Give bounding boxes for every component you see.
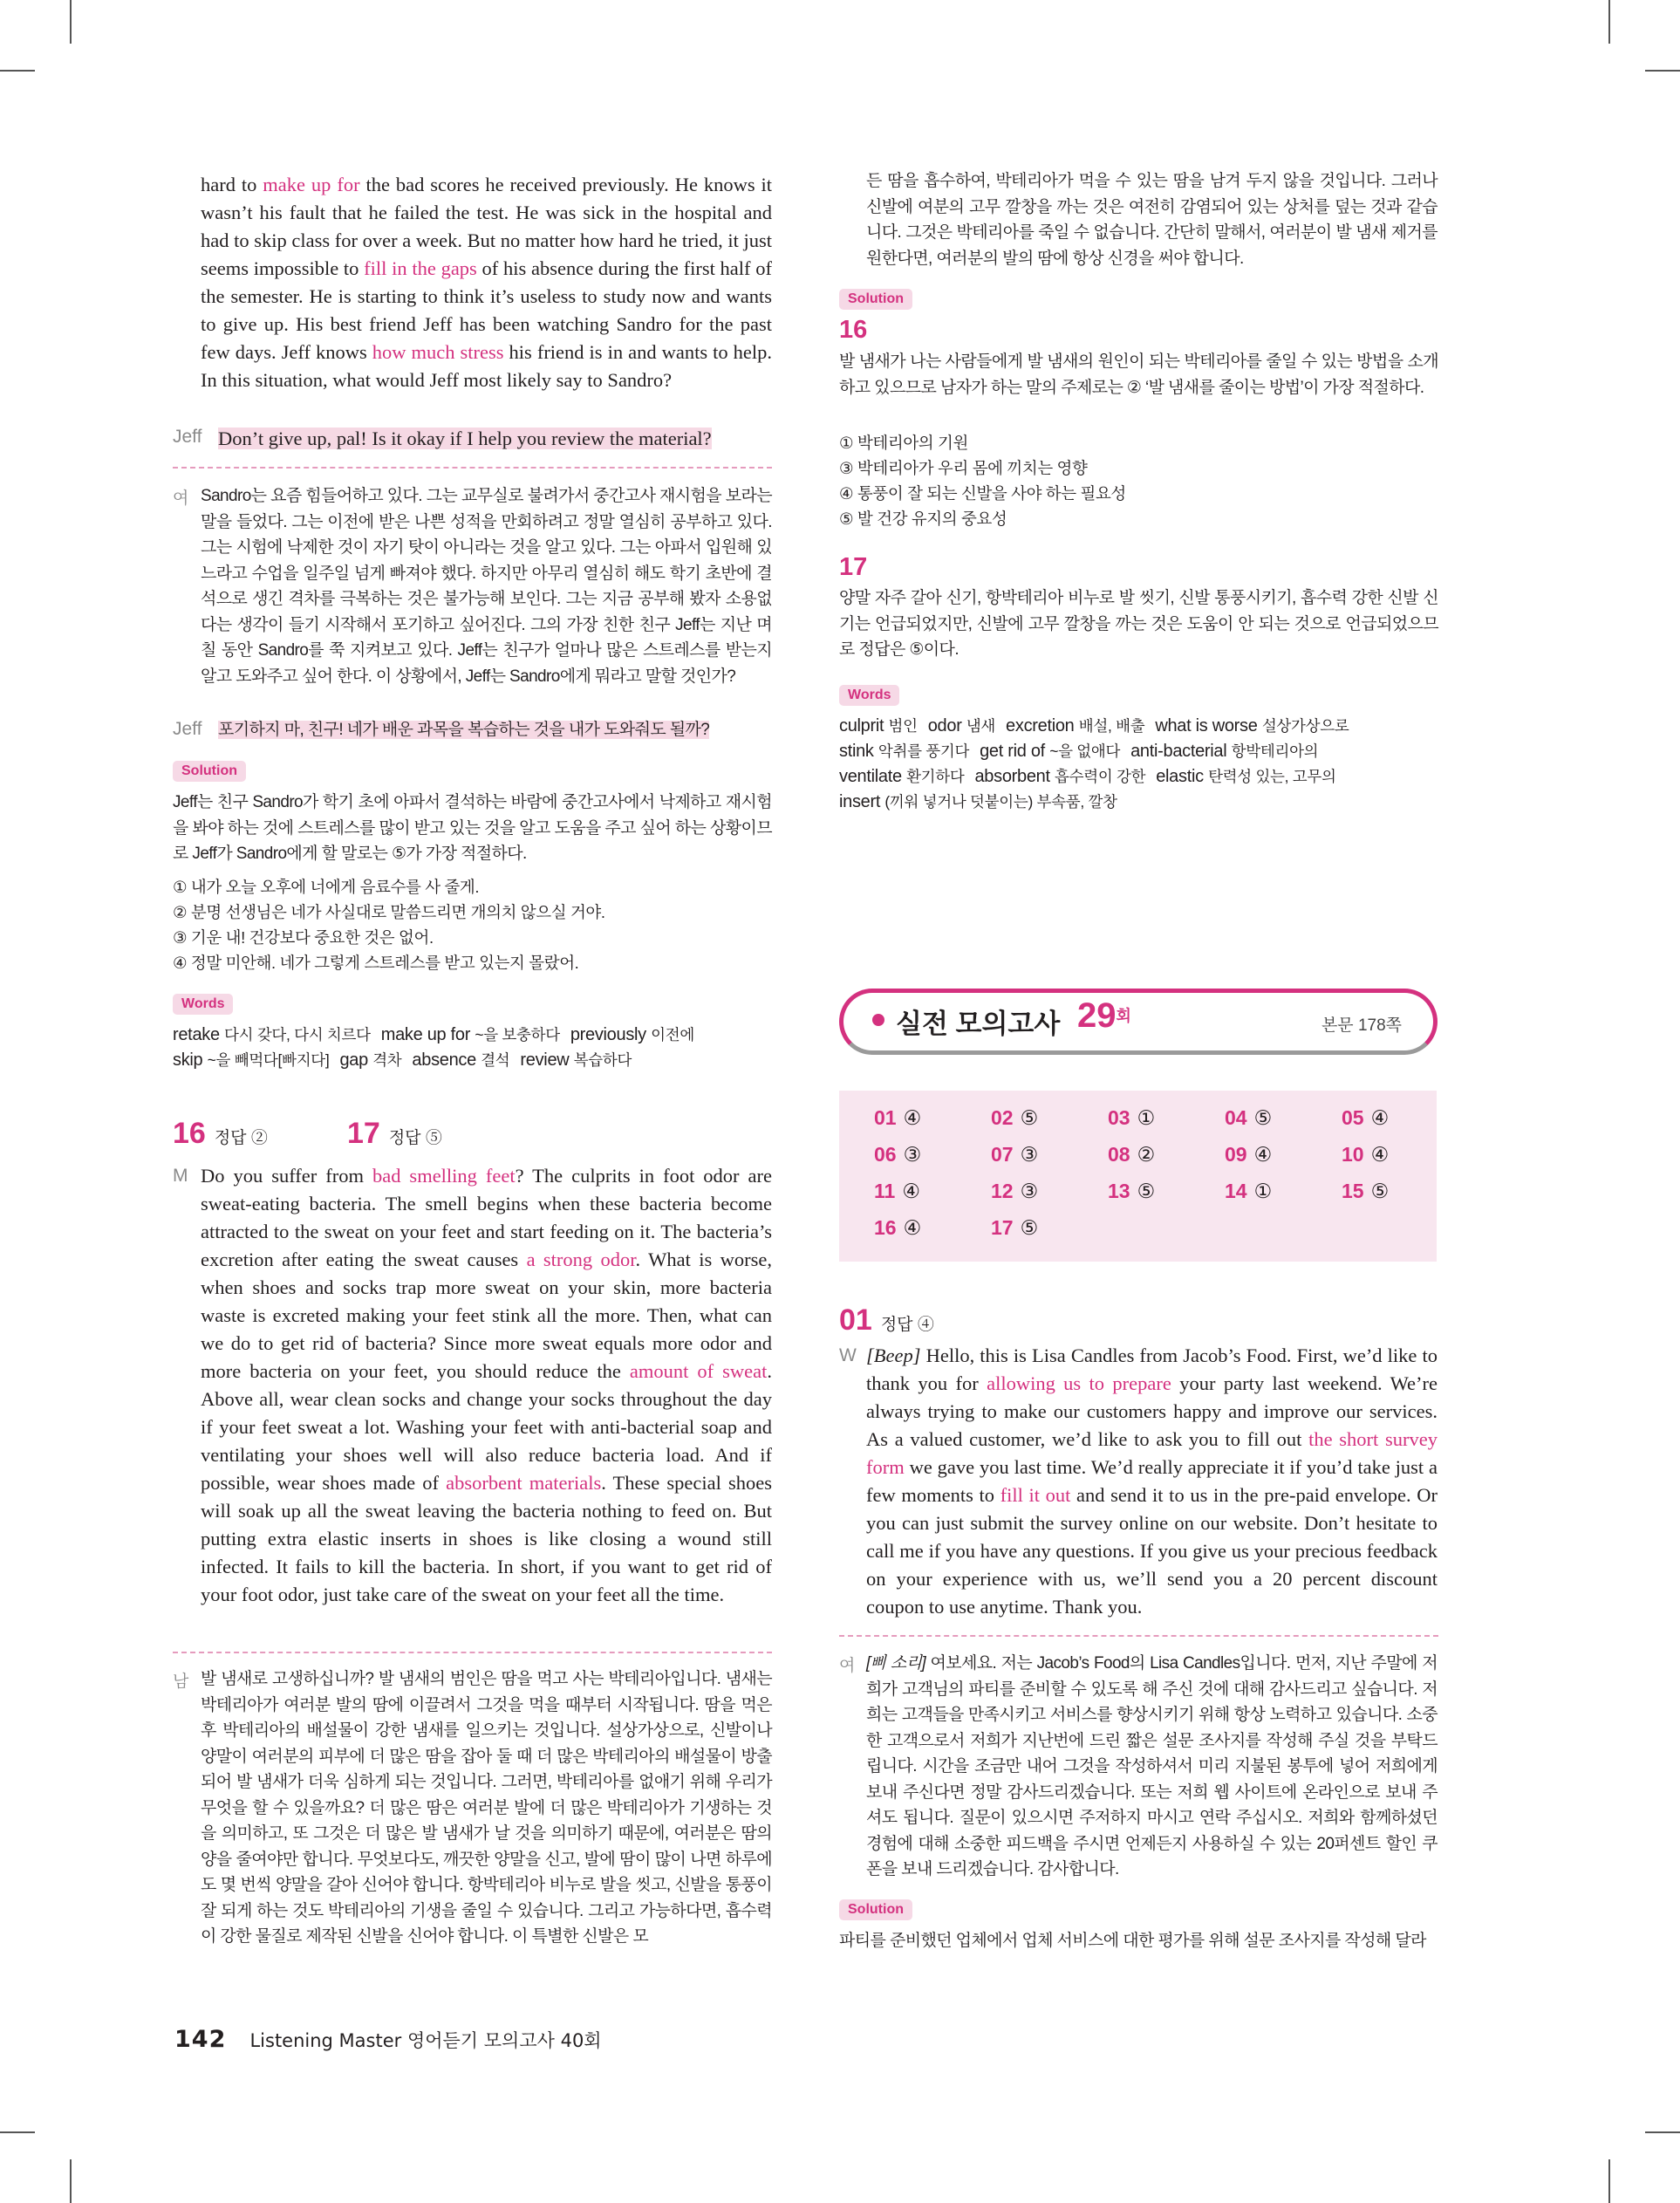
answer-choice: ③ xyxy=(903,1143,922,1166)
question-number: 12 xyxy=(991,1180,1014,1202)
crop-mark xyxy=(70,0,72,44)
option-item: ③ 박테리아가 우리 몸에 끼치는 영향 xyxy=(839,459,1088,477)
answer-choice: ④ xyxy=(903,1216,922,1239)
vocabulary-entry xyxy=(1130,742,1318,761)
vocabulary-line xyxy=(173,1048,783,1073)
vocabulary-meaning: ~을 보충하다 xyxy=(475,1026,560,1043)
sound-cue: [삐 소리] xyxy=(866,1654,926,1673)
vocabulary-line xyxy=(839,764,1450,790)
answer-key-grid xyxy=(839,1091,1437,1262)
question-number: 14 xyxy=(1225,1180,1247,1202)
vocabulary-meaning: 탄력성 있는, 고무의 xyxy=(1208,768,1336,785)
vocabulary-word: retake xyxy=(173,1025,225,1044)
answer-key-item xyxy=(1108,1106,1155,1130)
speaker-label: W xyxy=(839,1345,857,1365)
text-segment: your party last weekend. We’re always trying to make our customers happy and improve our services. As a valued customer, we’d like to ask you to fill out xyxy=(866,1372,1438,1450)
answer-choice: ④ xyxy=(1370,1143,1390,1166)
vocabulary-entry xyxy=(1155,716,1349,735)
vocabulary-entry xyxy=(974,767,1145,786)
sound-cue: [Beep] xyxy=(866,1344,921,1366)
text-segment: the bad scores he received previously. He knows it wasn’t his fault that he failed the test. He was sick in the hospital and had to skip class for over a week. But no matter how hard he tried, it just seems impossible to xyxy=(201,174,772,279)
answer-choice: ③ xyxy=(1020,1143,1039,1166)
answer-key-item xyxy=(991,1216,1038,1240)
divider xyxy=(173,1652,772,1653)
bullet-dot-icon xyxy=(872,1014,884,1026)
vocabulary-line xyxy=(839,714,1450,739)
option-item: ③ 기운 내! 건강보다 중요한 것은 없어. xyxy=(173,928,434,947)
vocabulary-word: ventilate xyxy=(839,767,907,786)
vocabulary-word: skip xyxy=(173,1050,208,1070)
question-number: 02 xyxy=(991,1106,1014,1129)
book-title: Listening Master 영어듣기 모의고사 40회 xyxy=(249,2030,602,2051)
words-badge: Words xyxy=(173,994,233,1015)
vocabulary-entry xyxy=(1006,716,1144,735)
answer-key-item xyxy=(1342,1106,1389,1130)
question-number: 07 xyxy=(991,1143,1014,1166)
key-phrase: allowing us to prepare xyxy=(987,1372,1171,1394)
answer-key-item xyxy=(1225,1106,1272,1130)
intro-korean-translation: Sandro는 요즘 힘들어하고 있다. 그는 교무실로 불려가서 중간고사 재시험을 보라는 말을 들었다. 그는 이전에 받은 나쁜 성적을 만회하려고 정말 열심히 공부하고 있다. 그는 시험에 낙제한 것이 자기 탓이 아니라는 것을 알고 있다. 그는 아파서 입원해 있느라고 수업을 일주일 넘게 빠져야 했다. 하지만 아무리 열심히 해도 학기 초반에 결석으로 생긴 격차를 극복하는 것은 불가능해 보인다. 그는 지금 공부해 봤자 소용없다는 생각이 들기 시작해서 포기하고 싶어진다. 그의 가장 친한 친구 Jeff는 지난 며칠 동안 Sandro를 쭉 지켜보고 있다. Jeff는 친구가 얼마나 많은 스트레스를 받는지 알고 도와주고 싶어 한다. 이 상황에서, Jeff는 Sandro에게 뭐라고 말할 것인가? xyxy=(201,487,772,686)
crop-mark xyxy=(0,2131,35,2133)
test-header-box xyxy=(839,989,1438,1055)
text-segment: hard to xyxy=(201,174,263,195)
vocabulary-word: absence xyxy=(412,1050,481,1070)
answer-key-item xyxy=(991,1106,1038,1130)
answer-highlight: Don’t give up, pal! Is it okay if I help you review the material? xyxy=(218,428,712,449)
solution-badge: Solution xyxy=(839,1899,912,1920)
test-title: 실전 모의고사 xyxy=(896,1009,1061,1039)
vocabulary-meaning: 격차 xyxy=(372,1051,402,1069)
answer-label: 정답 ② xyxy=(214,1129,268,1147)
vocabulary-word: odor xyxy=(927,716,966,735)
vocabulary-meaning: 냄새 xyxy=(966,717,996,735)
option-item: ② 분명 선생님은 네가 사실대로 말씀드리면 개의치 않으실 거야. xyxy=(173,903,605,921)
key-phrase: a strong odor xyxy=(526,1249,636,1270)
key-phrase: fill it out xyxy=(1000,1484,1071,1506)
vocabulary-meaning: 복습하다 xyxy=(573,1051,632,1069)
text-segment: . What is worse, when shoes and socks trap more sweat on your skin, more bacteria waste is excreted making your feet stink all the more. Then, what can we do to get rid of bacteria? Since more sweat equals more odor and more bacteria on your feet, you should reduce the xyxy=(201,1249,772,1382)
key-phrase: bad smelling feet xyxy=(372,1165,516,1187)
vocabulary-meaning: 악취를 풍기다 xyxy=(878,742,970,760)
crop-mark xyxy=(1608,0,1610,44)
vocabulary-word: culprit xyxy=(839,716,889,735)
answer-key-item xyxy=(874,1106,921,1130)
option-list xyxy=(839,430,1126,531)
vocabulary-meaning: 배설, 배출 xyxy=(1078,717,1145,735)
answer-key-item xyxy=(1342,1180,1389,1203)
solution-badge: Solution xyxy=(173,761,246,782)
question-number: 17 xyxy=(347,1117,380,1150)
answer-key-item xyxy=(1342,1143,1389,1166)
question-number: 13 xyxy=(1108,1180,1130,1202)
option-item: ④ 정말 미안해. 네가 그렇게 스트레스를 받고 있는지 몰랐어. xyxy=(173,954,579,972)
vocabulary-entry xyxy=(839,792,1117,811)
question-number: 11 xyxy=(874,1180,896,1202)
question-header xyxy=(839,1303,934,1338)
answer-choice: ④ xyxy=(903,1106,922,1129)
jeff-answer-english xyxy=(218,425,776,453)
vocabulary-meaning: (끼워 넣거나 덧붙이는) 부속품, 깔창 xyxy=(884,793,1117,811)
text-segment: . These special shoes will soak up all the sweat leaving the bacteria nothing to feed on. But putting extra elastic inserts in shoes is like closing a wound still infected. It fails to kill the bacteria. In short, if you want to get rid of your foot odor, just take care of the sweat on your feet all the time. xyxy=(201,1472,772,1605)
answer-highlight: 포기하지 마, 친구! 네가 배운 과목을 복습하는 것을 내가 도와줘도 될까? xyxy=(218,721,710,739)
text-segment: we gave you last time. We’d really appreciate it if you’d take just a few moments to xyxy=(866,1456,1438,1506)
vocabulary-word: previously xyxy=(570,1025,652,1044)
vocabulary-meaning: 설상가상으로 xyxy=(1261,717,1349,735)
solution-question-number: 16 xyxy=(839,316,868,344)
option-item: ⑤ 발 건강 유지의 중요성 xyxy=(839,510,1007,528)
vocabulary-entry xyxy=(381,1025,560,1044)
solution-question-number: 17 xyxy=(839,553,868,581)
answer-choice: ② xyxy=(1137,1143,1156,1166)
answer-key-item xyxy=(991,1180,1038,1203)
vocabulary-meaning: 결석 xyxy=(481,1051,510,1069)
text-segment: of his absence during the first half of the semester. He is starting to think it’s useless to study now and wants to give up. His best friend Jeff has been watching Sandro for the past few days. Jeff knows xyxy=(201,257,773,363)
solution-text: Jeff는 친구 Sandro가 학기 초에 아파서 결석하는 바람에 중간고사에서 낙제하고 재시험을 봐야 하는 것에 스트레스를 많이 받고 있는 것을 알고 도움을 주고 싶어 하는 상황이므로 Jeff가 Sandro에게 할 말로는 ⑤가 가장 적절하다. xyxy=(173,793,772,863)
answer-choice: ⑤ xyxy=(1020,1216,1039,1239)
speaker-label: Jeff xyxy=(173,427,202,447)
vocabulary-meaning: 이전에 xyxy=(651,1026,694,1043)
question-number: 01 xyxy=(839,1303,872,1337)
question-number: 16 xyxy=(173,1117,206,1150)
key-phrase: make up for xyxy=(263,174,360,195)
vocabulary-list xyxy=(173,1023,783,1073)
question-number: 06 xyxy=(874,1143,897,1166)
vocabulary-entry xyxy=(1156,767,1335,786)
vocabulary-entry xyxy=(839,742,969,761)
answer-key-item xyxy=(1108,1180,1155,1203)
test-round xyxy=(1077,996,1131,1036)
crop-mark xyxy=(1645,2131,1680,2133)
divider xyxy=(173,467,772,469)
key-phrase: amount of sweat xyxy=(629,1360,768,1382)
crop-mark xyxy=(1645,70,1680,72)
answer-choice: ③ xyxy=(1020,1180,1039,1202)
question-header xyxy=(347,1117,442,1151)
vocabulary-word: make up for xyxy=(380,1025,475,1044)
answer-choice: ⑤ xyxy=(1020,1106,1039,1129)
script-korean-translation-continued: 든 땀을 흡수하여, 박테리아가 먹을 수 있는 땀을 남겨 두지 않을 것입니다. 그러나 신발에 여분의 고무 깔창을 까는 것은 여전히 감염되어 있는 상처를 덮는 것과 같습니다. 그것은 박테리아를 죽일 수 없습니다. 간단히 말해서, 여러분이 발 냄새 제거를 원한다면, 여러분의 발의 땀에 항상 신경을 써야 합니다. xyxy=(866,172,1438,268)
vocabulary-meaning: ~을 없애다 xyxy=(1049,742,1121,760)
question-number: 17 xyxy=(991,1216,1014,1239)
answer-key-item xyxy=(1108,1143,1155,1166)
key-phrase: absorbent materials xyxy=(446,1472,602,1494)
vocabulary-meaning: 환기하다 xyxy=(906,768,965,785)
option-item: ④ 통풍이 잘 되는 신발을 사야 하는 필요성 xyxy=(839,484,1126,503)
vocabulary-word: stink xyxy=(839,742,878,761)
vocabulary-meaning: ~을 빼먹다[빠지다] xyxy=(207,1051,330,1069)
script-korean-translation: 발 냄새로 고생하십니까? 발 냄새의 범인은 땀을 먹고 사는 박테리아입니다. 냄새는 박테리아가 여러분 발의 땀에 이끌려서 그것을 먹을 때부터 시작됩니다. 땀을 먹은 후 박테리아의 배설물이 강한 냄새를 일으키는 것입니다. 설상가상으로, 신발이나 양말이 여러분의 피부에 더 많은 땀을 잡아 둘 때 더 많은 박테리아의 배설물이 방출되어 발 냄새가 더욱 심하게 되는 것입니다. 그러면, 박테리아를 없애기 위해 우리가 무엇을 할 수 있을까요? 더 많은 땀은 여러분 발에 더 많은 박테리아가 기생하는 것을 의미하고, 또 그것은 더 많은 발 냄새가 날 것을 의미하기 때문에, 여러분은 땀의 양을 줄여야만 합니다. 무엇보다도, 깨끗한 양말을 신고, 발에 땀이 많이 나면 하루에도 몇 번씩 양말을 갈아 신어야 합니다. 항박테리아 비누로 발을 씻고, 신발을 통풍이 잘 되게 하는 것도 박테리아의 기생을 줄일 수 있습니다. 그리고 가능하다면, 흡수력이 강한 물질로 제작된 신발을 신어야 합니다. 이 특별한 신발은 모 xyxy=(201,1670,772,1946)
option-list xyxy=(173,874,772,975)
words-badge: Words xyxy=(839,685,899,706)
solution-text: 양말 자주 갈아 신기, 항박테리아 비누로 발 씻기, 신발 통풍시키기, 흡수력 강한 신발 신기는 언급되었지만, 신발에 고무 깔창을 까는 것은 도움이 안 되는 것으로 언급되었으므로 정답은 ⑤이다. xyxy=(839,589,1438,659)
key-phrase: how much stress xyxy=(372,341,504,363)
speaker-label: 여 xyxy=(839,1657,856,1675)
answer-key-item xyxy=(874,1143,921,1166)
answer-choice: ⑤ xyxy=(1253,1106,1273,1129)
answer-label: 정답 ⑤ xyxy=(388,1129,442,1147)
answer-key-item xyxy=(1225,1180,1272,1203)
script-english-passage xyxy=(866,1342,1438,1621)
crop-mark xyxy=(0,70,35,72)
page-number: 142 xyxy=(174,2026,227,2053)
crop-mark xyxy=(1608,2159,1610,2203)
vocabulary-word: gap xyxy=(339,1050,373,1070)
question-number: 15 xyxy=(1342,1180,1364,1202)
vocabulary-meaning: 항박테리아의 xyxy=(1231,742,1319,760)
vocabulary-meaning: 흡수력이 강한 xyxy=(1055,768,1146,785)
vocabulary-entry xyxy=(412,1050,509,1070)
vocabulary-line xyxy=(173,1023,783,1048)
text-segment: ? The culprits in foot odor are sweat-eating bacteria. The smell begins when these bacteria become attracted to the sweat on your feet and start feeding on it. The bacteria’s excretion after eating the sweat causes xyxy=(201,1165,772,1270)
key-phrase: fill in the gaps xyxy=(364,257,477,279)
script-korean-translation xyxy=(866,1651,1438,1883)
answer-choice: ④ xyxy=(902,1180,920,1202)
answer-label: 정답 ④ xyxy=(880,1316,934,1334)
solution-text: 발 냄새가 나는 사람들에게 발 냄새의 원인이 되는 박테리아를 줄일 수 있는 방법을 소개하고 있으므로 남자가 하는 말의 주제로는 ② ‘발 냄새를 줄이는 방법’이 가장 적절하다. xyxy=(839,352,1438,397)
vocabulary-word: review xyxy=(520,1050,574,1070)
option-item: ① 박테리아의 기원 xyxy=(839,434,968,452)
vocabulary-word: elastic xyxy=(1156,767,1209,786)
answer-key-item xyxy=(1225,1143,1272,1166)
vocabulary-entry xyxy=(980,742,1120,761)
speaker-label: M xyxy=(173,1166,188,1186)
answer-choice: ④ xyxy=(1253,1143,1273,1166)
vocabulary-word: insert xyxy=(839,792,885,811)
vocabulary-entry xyxy=(339,1050,401,1070)
script-english-passage xyxy=(201,1162,772,1609)
answer-choice: ⑤ xyxy=(1137,1180,1156,1202)
vocabulary-meaning: 범인 xyxy=(888,717,918,735)
vocabulary-meaning: 다시 갖다, 다시 치르다 xyxy=(224,1026,371,1043)
solution-text: 파티를 준비했던 업체에서 업체 서비스에 대한 평가를 위해 설문 조사지를 작성해 달라 xyxy=(839,1932,1426,1950)
vocabulary-entry xyxy=(173,1050,329,1070)
vocabulary-entry xyxy=(173,1025,371,1044)
page-reference: 본문 178쪽 xyxy=(1321,1016,1402,1035)
solution-badge: Solution xyxy=(839,289,912,310)
question-number: 03 xyxy=(1108,1106,1130,1129)
jeff-answer-korean xyxy=(218,717,776,743)
answer-choice: ⑤ xyxy=(1370,1180,1390,1202)
vocabulary-word: get rid of xyxy=(980,742,1050,761)
round-number: 29 xyxy=(1077,996,1117,1035)
speaker-label: 여 xyxy=(173,489,189,508)
page-footer xyxy=(174,2026,602,2053)
question-number: 09 xyxy=(1225,1143,1247,1166)
vocabulary-entry xyxy=(570,1025,694,1044)
answer-key-item xyxy=(991,1143,1038,1166)
crop-mark xyxy=(70,2159,72,2203)
vocabulary-word: what is worse xyxy=(1155,716,1262,735)
divider xyxy=(839,1635,1438,1637)
intro-english-passage xyxy=(201,171,772,394)
text-segment: Hello, this is Lisa Candles from Jacob’s Food. First, we’d like to thank you for xyxy=(866,1344,1438,1394)
vocabulary-line xyxy=(839,739,1450,764)
vocabulary-entry xyxy=(928,716,995,735)
answer-choice: ① xyxy=(1253,1180,1273,1202)
vocabulary-entry xyxy=(520,1050,632,1070)
question-header xyxy=(173,1117,268,1151)
question-number: 01 xyxy=(874,1106,897,1129)
vocabulary-line xyxy=(839,790,1450,815)
vocabulary-word: absorbent xyxy=(974,767,1055,786)
vocabulary-entry xyxy=(839,716,918,735)
answer-choice: ④ xyxy=(1370,1106,1390,1129)
question-number: 10 xyxy=(1342,1143,1364,1166)
text-segment: . Above all, wear clean socks and change your socks throughout the day if your feet sweat a lot. Washing your feet with anti-bacterial soap and ventilating your shoes well will also reduce bacteria load. And if possible, wear shoes made of xyxy=(201,1360,772,1494)
answer-key-item xyxy=(874,1180,920,1203)
question-number: 04 xyxy=(1225,1106,1247,1129)
text-segment: Do you suffer from xyxy=(201,1165,372,1187)
round-suffix: 회 xyxy=(1116,1007,1131,1025)
text-segment: 여보세요. 저는 Jacob’s Food의 Lisa Candles입니다. 먼저, 지난 주말에 저희가 고객님의 파티를 준비할 수 있도록 해 주신 것에 대해 감사드리고 싶습니다. 저희는 고객들을 만족시키고 서비스를 향상시키기 위해 항상 노력하고 있습니다. 소중한 고객으로서 저희가 지난번에 드린 짧은 설문 조사지를 작성해 주실 것을 부탁드립니다. 시간을 조금만 내어 그것을 작성하셔서 미리 지불된 봉투에 넣어 저희에게 보내 주신다면 정말 감사드리겠습니다. 또는 저희 웹 사이트에 온라인으로 보내 주셔도 됩니다. 질문이 있으시면 주저하지 마시고 연락 주십시오. 저희와 함께하셨던 경험에 대해 소중한 피드백을 주시면 언제든지 사용하실 수 있는 20퍼센트 할인 쿠폰을 보내 드리겠습니다. 감사합니다. xyxy=(866,1654,1438,1878)
question-number: 08 xyxy=(1108,1143,1130,1166)
text-segment: and send it to us in the pre-paid envelope. Or you can just submit the survey online on our website. Don’t hesitate to call me if you have any questions. If you give us your precious feedback on your experience with us, we’ll send you a 20 percent discount coupon to use anytime. Thank you. xyxy=(866,1484,1438,1618)
speaker-label: Jeff xyxy=(173,719,202,739)
question-number: 16 xyxy=(874,1216,897,1239)
answer-key-item xyxy=(874,1216,921,1240)
answer-choice: ① xyxy=(1137,1106,1156,1129)
speaker-label: 남 xyxy=(173,1673,189,1691)
key-phrase: the short survey form xyxy=(866,1428,1438,1478)
vocabulary-list xyxy=(839,714,1450,815)
question-number: 05 xyxy=(1342,1106,1364,1129)
vocabulary-word: anti-bacterial xyxy=(1130,742,1232,761)
option-item: ① 내가 오늘 오후에 너에게 음료수를 사 줄게. xyxy=(173,878,480,896)
vocabulary-word: excretion xyxy=(1006,716,1079,735)
vocabulary-entry xyxy=(839,767,964,786)
text-segment: his friend is in and wants to help. In this situation, what would Jeff most likely say to Sandro? xyxy=(201,341,772,391)
